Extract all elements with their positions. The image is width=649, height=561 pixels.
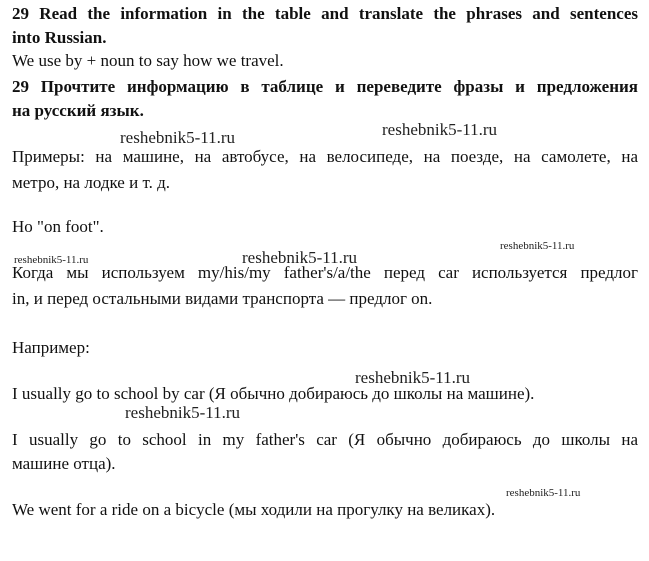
watermark: reshebnik5-11.ru <box>120 128 236 147</box>
example-sentence-1: I usually go to school by car (Я обычно добираюсь до школы на машине). <box>12 384 535 403</box>
preposition-rule-line1: Когда мы используем my/his/my father's/a/the перед car используется предлог <box>12 263 638 282</box>
watermark: reshebnik5-11.ru <box>242 248 358 267</box>
heading-ru-line2: на русский язык. <box>12 101 144 120</box>
watermark: reshebnik5-11.ru <box>14 254 89 266</box>
for-example-label: Например: <box>12 338 90 357</box>
examples-line2: метро, на лодке и т. д. <box>12 173 171 192</box>
examples-line1: Примеры: на машине, на автобусе, на велосипеде, на поезде, на самолете, на <box>12 147 638 166</box>
example-sentence-2-line2: машине отца). <box>12 454 116 473</box>
rule-en: We use by + noun to say how we travel. <box>12 51 284 70</box>
example-sentence-2-line1: I usually go to school in my father's car (Я обычно добираюсь до школы на <box>12 430 638 449</box>
heading-ru-line1: 29 Прочтите информацию в таблице и переведите фразы и предложения <box>12 77 638 96</box>
on-foot-note: Но "on foot". <box>12 217 104 236</box>
example-sentence-3: We went for a ride on a bicycle (мы ходили на прогулку на великах). <box>12 500 496 519</box>
watermark: reshebnik5-11.ru <box>500 240 575 252</box>
watermark: reshebnik5-11.ru <box>382 120 498 139</box>
watermark: reshebnik5-11.ru <box>355 368 471 387</box>
heading-en-line2: into Russian. <box>12 28 107 47</box>
preposition-rule-line2: in, и перед остальными видами транспорта — предлог on. <box>12 289 433 308</box>
watermark: reshebnik5-11.ru <box>506 487 581 499</box>
heading-en-line1: 29 Read the information in the table and translate the phrases and sentences <box>12 4 638 23</box>
watermark: reshebnik5-11.ru <box>125 403 241 422</box>
